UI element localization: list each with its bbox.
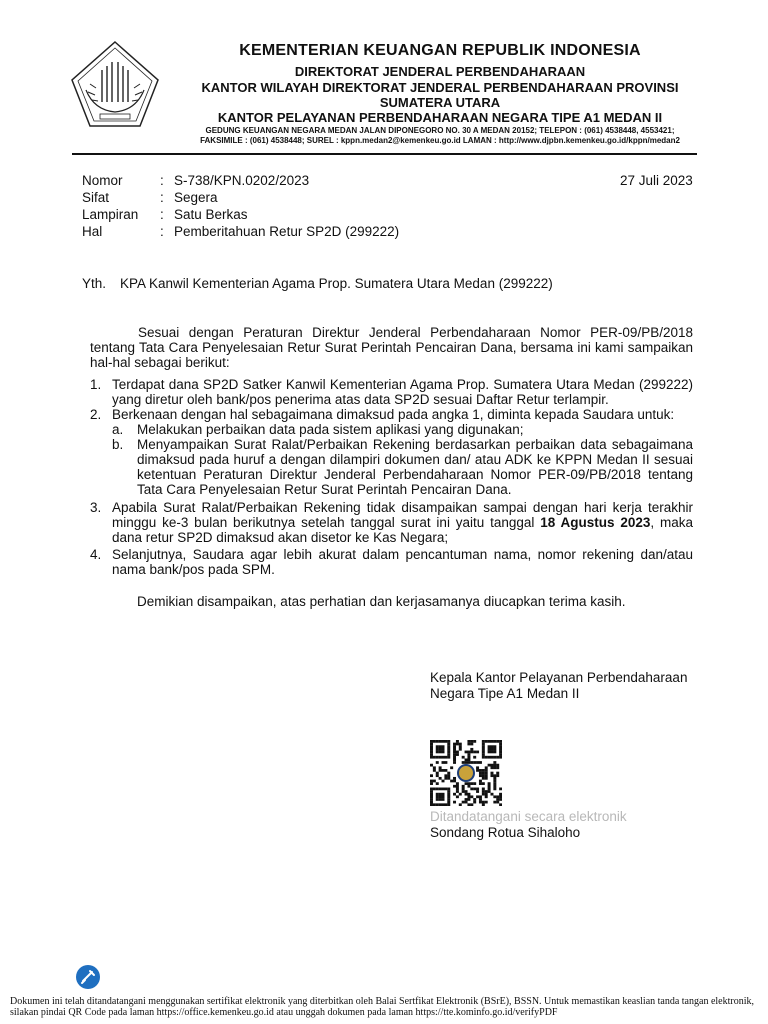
header-divider <box>72 153 697 155</box>
bsre-logo-icon <box>75 964 101 990</box>
header-address-line2: FAKSIMILE : (061) 4538448; SUREL : kppn.medan2@kemenkeu.go.id LAMAN : http://www.djpbn.kemenkeu.go.id/kppn/medan2 <box>200 136 680 145</box>
hal-value: Pemberitahuan Retur SP2D (299222) <box>174 224 400 239</box>
item3-text-part2: , maka dana retur SP2D dimaksud akan disetor ke Kas Negara; <box>112 515 694 545</box>
closing-paragraph: Demikian disampaikan, atas perhatian dan kerjasamanya diucapkan terima kasih. <box>137 594 626 609</box>
header-regional-office: KANTOR WILAYAH DIREKTORAT JENDERAL PERBENDAHARAAN PROVINSI <box>201 80 679 95</box>
esign-note: Ditandatangani secara elektronik <box>430 809 627 824</box>
nomor-label: Nomor <box>82 173 123 188</box>
sifat-value: Segera <box>174 190 218 205</box>
header-address-line1: GEDUNG KEUANGAN NEGARA MEDAN JALAN DIPONEGORO NO. 30 A MEDAN 20152; TELEPON : (061) 4538448, 4553421; <box>205 126 675 135</box>
item2-number: 2. <box>90 407 102 422</box>
item2a-text: Melakukan perbaikan data pada sistem aplikasi yang digunakan; <box>137 422 524 437</box>
item1-text: Terdapat dana SP2D Satker Kanwil Kementerian Agama Prop. Sumatera Utara Medan (299222) yang diretur oleh bank/pos penerima atas data SP2D sesuai Daftar Retur terlampir. <box>112 377 693 407</box>
item3-text-part1: Apabila Surat Ralat/Perbaikan Rekening tidak disampaikan sampai dengan hari kerja terakhir minggu ke-3 bulan berikutnya setelah tanggal surat ini yaitu tanggal <box>112 500 693 530</box>
letter-date: 27 Juli 2023 <box>620 173 693 188</box>
footer-disclaimer: Dokumen ini telah ditandatangani menggunakan sertifikat elektronik yang diterbitkan oleh Balai Sertfikat Elektronik (BSrE), BSSN. Untuk memastikan keaslian tanda tangan elektronik, silakan pindai QR Code pada laman https://office.kemenkeu.go.id atau unggah dokumen pada laman https://tte.kominfo.go.id/verifyPDF <box>10 996 754 1018</box>
header-directorate: DIREKTORAT JENDERAL PERBENDAHARAAN <box>294 64 586 79</box>
qr-code-icon <box>430 740 502 806</box>
header-service-office: KANTOR PELAYANAN PERBENDAHARAAN NEGARA TIPE A1 MEDAN II <box>217 110 663 125</box>
nomor-value: S-738/KPN.0202/2023 <box>174 173 310 188</box>
header-ministry: KEMENTERIAN KEUANGAN REPUBLIK INDONESIA <box>239 42 641 59</box>
lampiran-value: Satu Berkas <box>174 207 248 222</box>
nomor-colon: : <box>160 173 164 188</box>
item3-text <box>112 500 693 545</box>
return-deadline-date: 18 Agustus 2023 <box>540 515 651 530</box>
signatory-title: Kepala Kantor Pelayanan Perbendaharaan Negara Tipe A1 Medan II <box>430 670 688 701</box>
intro-paragraph: Sesuai dengan Peraturan Direktur Jenderal Perbendaharaan Nomor PER-09/PB/2018 tentang Tata Cara Penyelesaian Retur Surat Perintah Pencairan Dana, bersama ini kami sampaikan hal-hal sebagai berikut: <box>90 325 693 370</box>
lampiran-colon: : <box>160 207 164 222</box>
item4-text: Selanjutnya, Saudara agar lebih akurat dalam pencantuman nama, nomor rekening dan/atau nama bank/pos pada SPM. <box>112 547 693 577</box>
item2-text: Berkenaan dengan hal sebagaimana dimaksud pada angka 1, diminta kepada Saudara untuk: <box>112 407 675 422</box>
header-province: SUMATERA UTARA <box>379 95 501 110</box>
recipient-prefix: Yth. <box>82 276 107 291</box>
signer-name: Sondang Rotua Sihaloho <box>430 825 581 840</box>
sifat-label: Sifat <box>82 190 110 205</box>
ministry-emblem-logo <box>70 40 160 130</box>
sifat-colon: : <box>160 190 164 205</box>
hal-label: Hal <box>82 224 103 239</box>
lampiran-label: Lampiran <box>82 207 139 222</box>
item2b-text: Menyampaikan Surat Ralat/Perbaikan Rekening berdasarkan perbaikan data sebagaimana dimaksud pada huruf a dengan dilampiri dokumen dan/ atau ADK ke KPPN Medan II sesuai ketentuan Peraturan Direktur Jenderal Perbendaharaan Nomor PER-09/PB/2018 tentang Tata Cara Penyelesaian Retur Surat Perintah Pencairan Dana. <box>137 437 693 497</box>
item4-number: 4. <box>90 547 102 562</box>
hal-colon: : <box>160 224 164 239</box>
item2a-letter: a. <box>112 422 124 437</box>
recipient-name: KPA Kanwil Kementerian Agama Prop. Sumatera Utara Medan (299222) <box>120 276 553 291</box>
item3-number: 3. <box>90 500 102 515</box>
item2b-letter: b. <box>112 437 124 452</box>
item1-number: 1. <box>90 377 102 392</box>
